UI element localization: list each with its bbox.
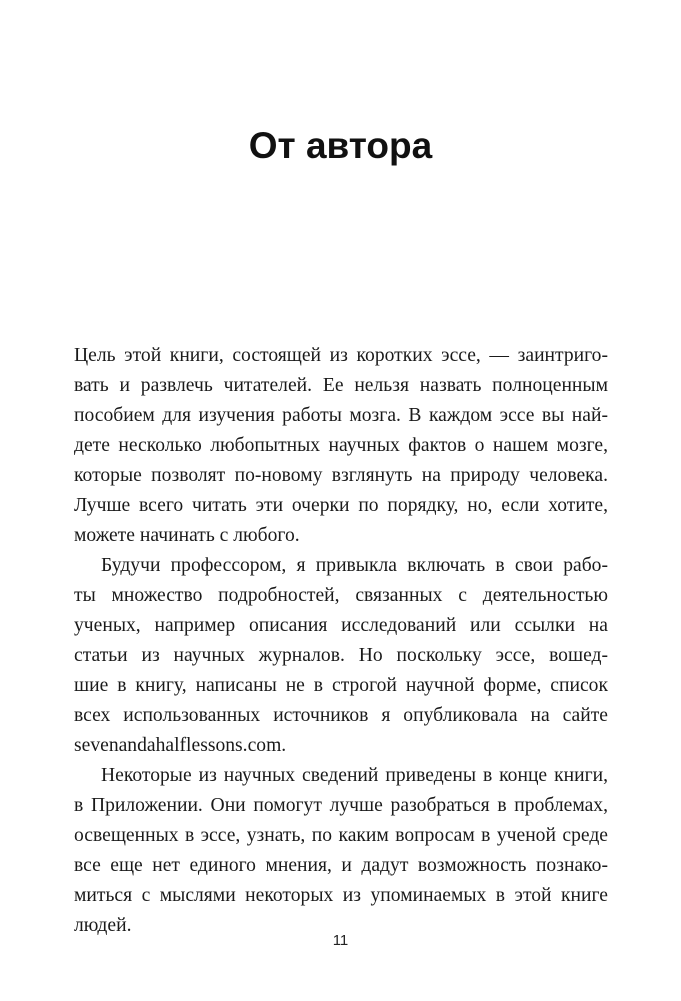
paragraph-3	[74, 761, 608, 941]
page-number: 11	[332, 932, 349, 949]
text-line: Лучше всего читать эти очерки по порядку, но, если хотите,	[74, 495, 608, 516]
text-line: дете несколько любопытных научных фактов о нашем мозге,	[74, 435, 608, 456]
text-line: все еще нет единого мнения, и дадут возможность познако-	[74, 855, 608, 876]
text-line: людей.	[74, 915, 132, 936]
body-text	[74, 341, 608, 941]
text-line: миться с мыслями некоторых из упоминаемых в этой книге	[74, 885, 608, 906]
text-line: Цель этой книги, состоящей из коротких эссе, — заинтриго-	[74, 345, 608, 366]
text-line: освещенных в эссе, узнать, по каким вопросам в ученой среде	[74, 825, 608, 846]
text-line: ты множество подробностей, связанных с деятельностью	[74, 585, 608, 606]
text-line: в Приложении. Они помогут лучше разобраться в проблемах,	[74, 795, 608, 816]
text-line: Некоторые из научных сведений приведены в конце книги,	[101, 765, 608, 786]
text-line: можете начинать с любого.	[74, 525, 300, 546]
paragraph-1	[74, 341, 608, 551]
paragraph-2	[74, 551, 608, 761]
text-line: ученых, например описания исследований или ссылки на	[74, 615, 608, 636]
chapter-heading: От автора	[248, 125, 433, 166]
text-line: которые позволят по-новому взглянуть на природу человека.	[74, 465, 608, 486]
text-line: пособием для изучения работы мозга. В каждом эссе вы най-	[74, 405, 608, 426]
text-line: Будучи профессором, я привыкла включать в свои рабо-	[101, 555, 608, 576]
text-line: вать и развлечь читателей. Ее нельзя назвать полноценным	[74, 375, 608, 396]
text-line: всех использованных источников я опубликовала на сайте	[74, 705, 608, 726]
text-line: шие в книгу, написаны не в строгой научной форме, список	[74, 675, 608, 696]
text-line: sevenandahalflessons.com.	[74, 735, 287, 756]
text-line: статьи из научных журналов. Но поскольку эссе, вошед-	[74, 645, 608, 666]
